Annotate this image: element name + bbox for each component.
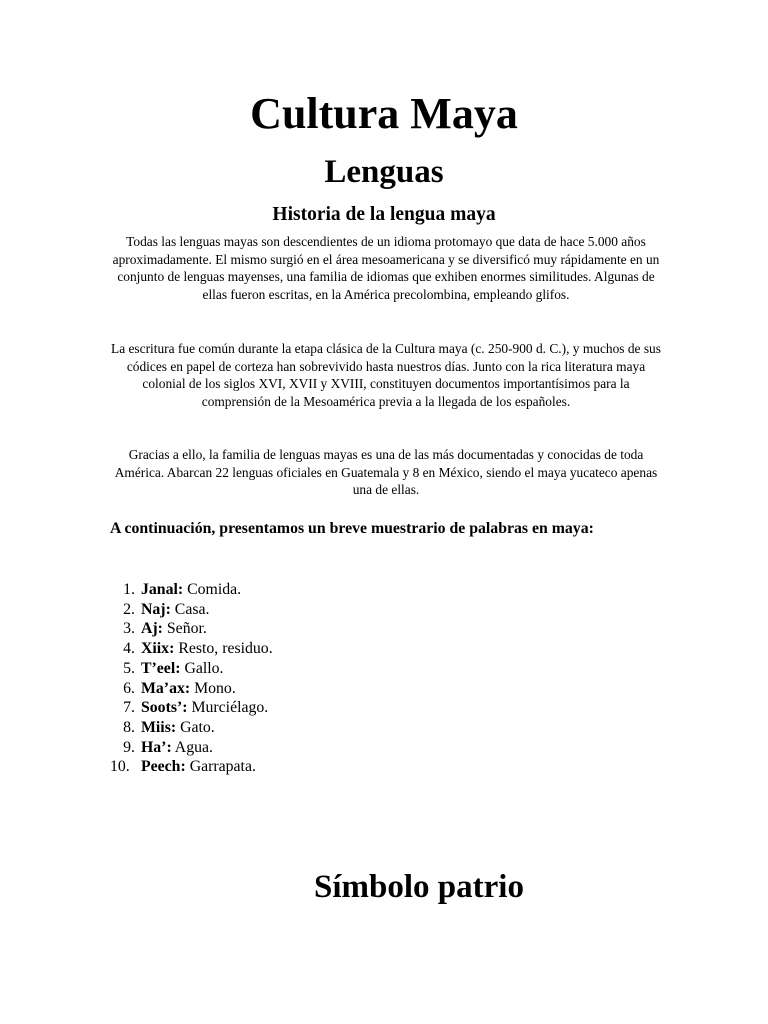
list-item <box>110 580 610 600</box>
list-number: 3. <box>123 620 135 638</box>
list-intro: A continuación, presentamos un breve muestrario de palabras en maya: <box>110 520 594 537</box>
list-item <box>110 757 610 777</box>
term-meaning: Resto, residuo. <box>178 640 273 658</box>
list-number: 4. <box>123 640 135 658</box>
list-item <box>110 659 610 679</box>
maya-term: Soots’: <box>141 699 188 717</box>
list-number: 8. <box>123 718 135 736</box>
maya-term: T’eel: <box>141 659 181 677</box>
page-title: Cultura Maya <box>250 89 518 138</box>
paragraph-1: Todas las lenguas mayas son descendientes de un idioma protomayo que data de hace 5.000 años aproximadamente. El mismo surgió en el área mesoamericana y se diversificó muy rápidamente en un conjunto de lenguas mayenses, una familia de idiomas que exhiben enormes similitudes. Algunas de ellas fueron escritas, en la América precolombina, empleando glifos. <box>112 234 660 303</box>
term-meaning: Agua. <box>174 738 213 756</box>
paragraph-2: La escritura fue común durante la etapa clásica de la Cultura maya (c. 250-900 d. C.), y muchos de sus códices en papel de corteza han sobrevivido hasta nuestros días. Junto con la rica literatura maya colonial de los siglos XVI, XVII y XVIII, constituyen documentos importantísimos para la comprensión de la Mesoamérica previa a la llegada de los españoles. <box>111 341 661 410</box>
maya-term: Ha’: <box>141 738 172 756</box>
term-meaning: Comida. <box>187 581 242 598</box>
maya-term: Naj: <box>141 600 171 618</box>
maya-term: Xiix: <box>141 640 175 658</box>
term-meaning: Gallo. <box>184 659 224 677</box>
list-item <box>110 738 610 758</box>
section-heading: Historia de la lengua maya <box>272 204 496 225</box>
list-number: 9. <box>123 738 135 756</box>
maya-term: Aj: <box>141 620 163 638</box>
list-item <box>110 600 610 620</box>
list-number: 1. <box>123 581 135 598</box>
maya-term: Peech: <box>141 758 186 776</box>
term-meaning: Murciélago. <box>191 699 269 717</box>
list-item <box>110 619 610 639</box>
list-item <box>110 698 610 718</box>
paragraph-3: Gracias a ello, la familia de lenguas mayas es una de las más documentadas y conocidas de toda América. Abarcan 22 lenguas oficiales en Guatemala y 8 en México, siendo el maya yucateco apenas una de ellas. <box>114 447 658 498</box>
word-list <box>110 580 610 777</box>
term-meaning: Gato. <box>180 718 215 736</box>
term-meaning: Casa. <box>174 600 210 618</box>
maya-term: Janal: <box>141 581 184 598</box>
maya-term: Miis: <box>141 718 177 736</box>
maya-term: Ma’ax: <box>141 679 191 697</box>
list-number: 7. <box>123 699 135 717</box>
list-number: 10. <box>110 758 130 776</box>
list-number: 5. <box>123 659 135 677</box>
term-meaning: Señor. <box>166 620 207 638</box>
list-number: 6. <box>123 679 135 697</box>
next-section-heading: Símbolo patrio <box>314 869 524 905</box>
list-number: 2. <box>123 600 135 618</box>
list-item <box>110 718 610 738</box>
list-item <box>110 679 610 699</box>
page-subtitle: Lenguas <box>324 154 444 190</box>
list-item <box>110 639 610 659</box>
term-meaning: Garrapata. <box>189 758 256 776</box>
term-meaning: Mono. <box>194 679 236 697</box>
